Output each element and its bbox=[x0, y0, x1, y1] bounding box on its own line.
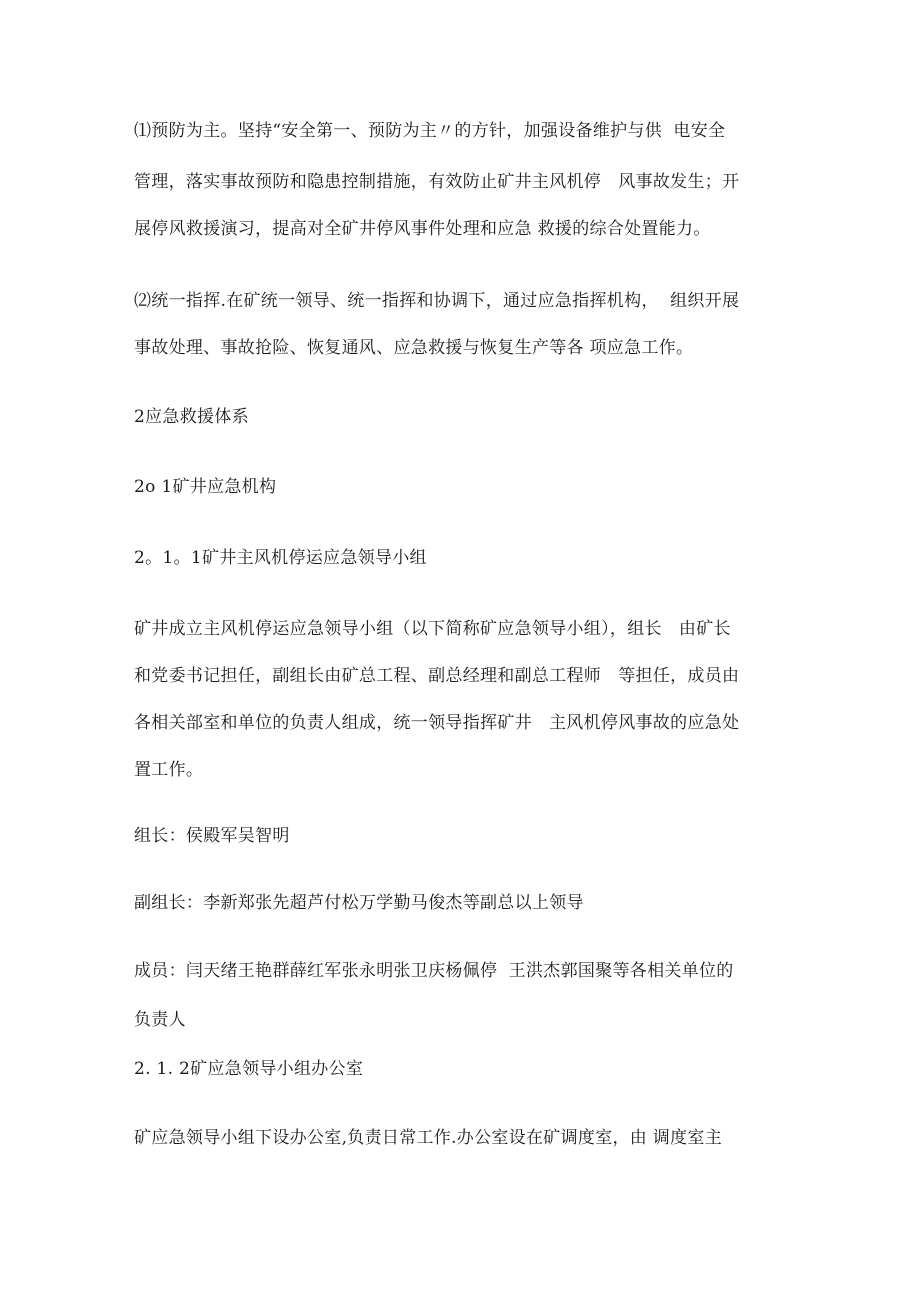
paragraph-leading-group-line-4: 置工作。 bbox=[134, 760, 204, 780]
members-line-2: 负责人 bbox=[134, 1010, 186, 1030]
section-heading-2: 2应急救援体系 bbox=[134, 407, 249, 427]
paragraph-leading-group-line-1: 矿井成立主风机停运应急领导小组（以下简称矿应急领导小组），组长 由矿长 bbox=[134, 619, 731, 639]
members-line-1: 成员：闫天绪王艳群薛红军张永明张卫庆杨佩停 王洪杰郭国聚等各相关单位的 bbox=[134, 961, 734, 981]
deputy-leader-line: 副组长：李新郑张先超芦付松万学勤马俊杰等副总以上领导 bbox=[134, 893, 584, 913]
paragraph-principle-1-line-2: 管理，落实事故预防和隐患控制措施，有效防止矿井主风机停 风事故发生；开 bbox=[134, 172, 740, 192]
paragraph-principle-1-line-3: 展停风救援演习，提高对全矿井停风事件处理和应急 救援的综合处置能力。 bbox=[134, 219, 711, 239]
section-heading-2-1: 2o 1矿井应急机构 bbox=[134, 477, 277, 497]
section-heading-2-1-2: 2. 1. 2矿应急领导小组办公室 bbox=[134, 1059, 364, 1079]
section-heading-2-1-1: 2。1。1矿井主风机停运应急领导小组 bbox=[134, 548, 427, 568]
paragraph-office-line-1: 矿应急领导小组下设办公室,负责日常工作.办公室设在矿调度室，由 调度室主 bbox=[134, 1128, 723, 1148]
paragraph-leading-group-line-3: 各相关部室和单位的负责人组成，统一领导指挥矿井 主风机停风事故的应急处 bbox=[134, 713, 740, 733]
paragraph-principle-2-line-2: 事故处理、事故抢险、恢复通风、应急救援与恢复生产等各 项应急工作。 bbox=[134, 338, 694, 358]
paragraph-leading-group-line-2: 和党委书记担任，副组长由矿总工程、副总经理和副总工程师 等担任，成员由 bbox=[134, 666, 740, 686]
paragraph-principle-1-line-1: ⑴预防为主。坚持“安全第一、预防为主〃的方针，加强设备维护与供 电安全 bbox=[134, 121, 726, 141]
paragraph-principle-2-line-1: ⑵统一指挥.在矿统一领导、统一指挥和协调下，通过应急指挥机构， 组织开展 bbox=[134, 291, 740, 311]
group-leader-line: 组长：侯殿军吴智明 bbox=[134, 826, 290, 846]
